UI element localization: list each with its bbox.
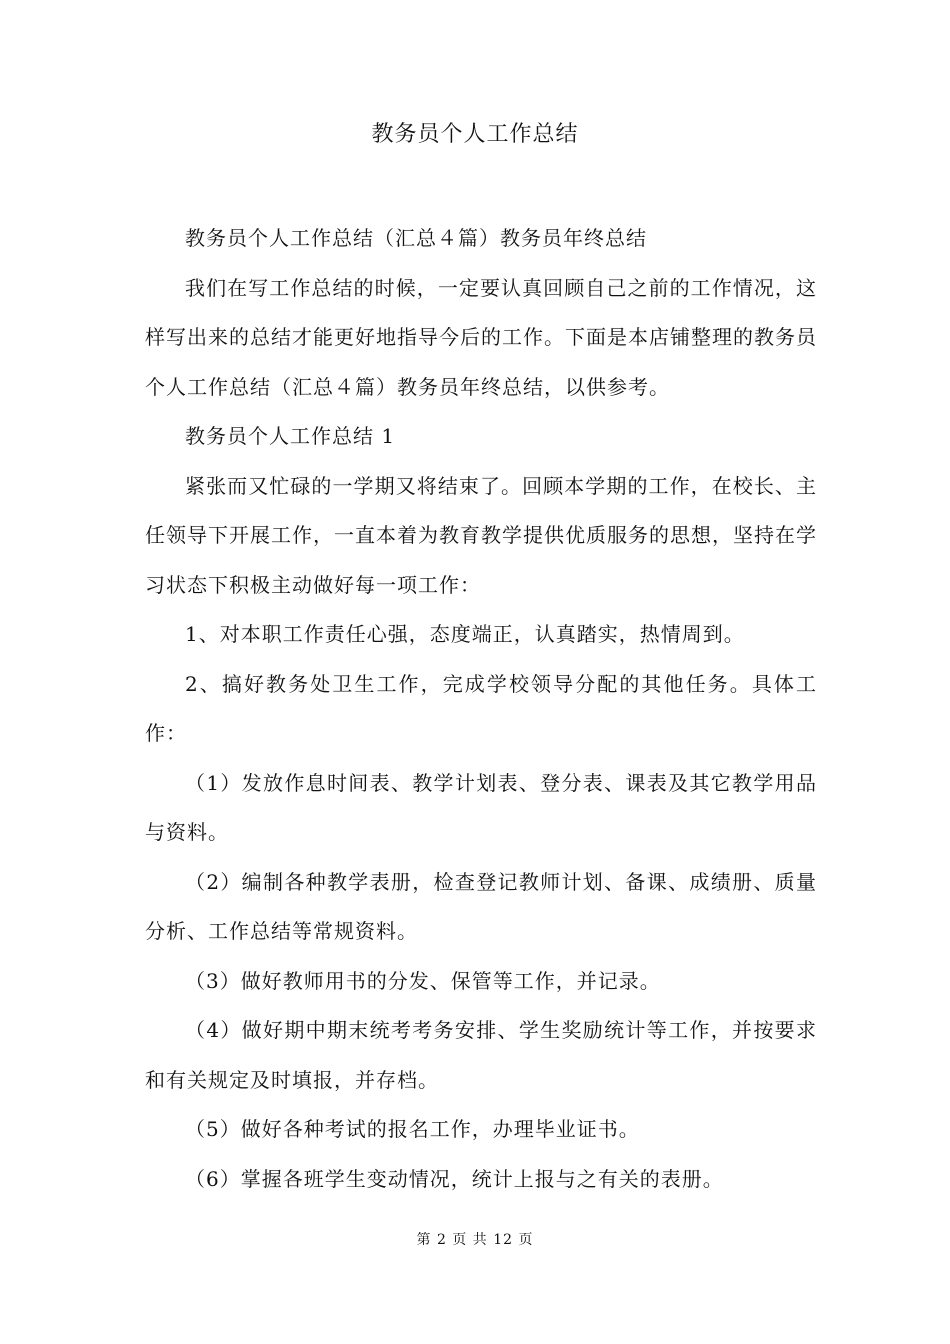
- document-body: [145, 214, 817, 1204]
- list-item-1: 1、对本职工作责任心强，态度端正，认真踏实，热情周到。: [185, 622, 745, 646]
- paragraph-overview: 紧张而又忙碌的一学期又将结束了。回顾本学期的工作，在校长、主任领导下开展工作，一直本着为教育教学提供优质服务的思想，坚持在学习状态下积极主动做好每一项工作：: [145, 473, 817, 597]
- section-heading: 教务员个人工作总结 1: [185, 424, 396, 448]
- paragraph-intro: 我们在写工作总结的时候，一定要认真回顾自己之前的工作情况，这样写出来的总结才能更好地指导今后的工作。下面是本店铺整理的教务员个人工作总结（汇总４篇）教务员年终总结，以供参考。: [145, 275, 817, 399]
- page-number-footer: 第 2 页 共 12 页: [416, 1232, 534, 1248]
- sub-item-5: （5）做好各种考试的报名工作，办理毕业证书。: [185, 1117, 640, 1141]
- sub-item-3: （3）做好教师用书的分发、保管等工作，并记录。: [185, 968, 661, 993]
- sub-item-6: （6）掌握各班学生变动情况，统计上报与之有关的表册。: [185, 1166, 724, 1191]
- document-title: 教务员个人工作总结: [371, 122, 579, 147]
- sub-item-4: （4）做好期中期末统考考务安排、学生奖励统计等工作，并按要求和有关规定及时填报，并存档。: [145, 1018, 817, 1092]
- list-item-2: 2、搞好教务处卫生工作，完成学校领导分配的其他任务。具体工作：: [145, 671, 817, 745]
- sub-item-2: （2）编制各种教学表册，检查登记教师计划、备课、成绩册、质量分析、工作总结等常规资料。: [145, 869, 817, 943]
- sub-item-1: （1）发放作息时间表、教学计划表、登分表、课表及其它教学用品与资料。: [145, 770, 817, 844]
- paragraph-subtitle: 教务员个人工作总结（汇总４篇）教务员年终总结: [185, 226, 647, 250]
